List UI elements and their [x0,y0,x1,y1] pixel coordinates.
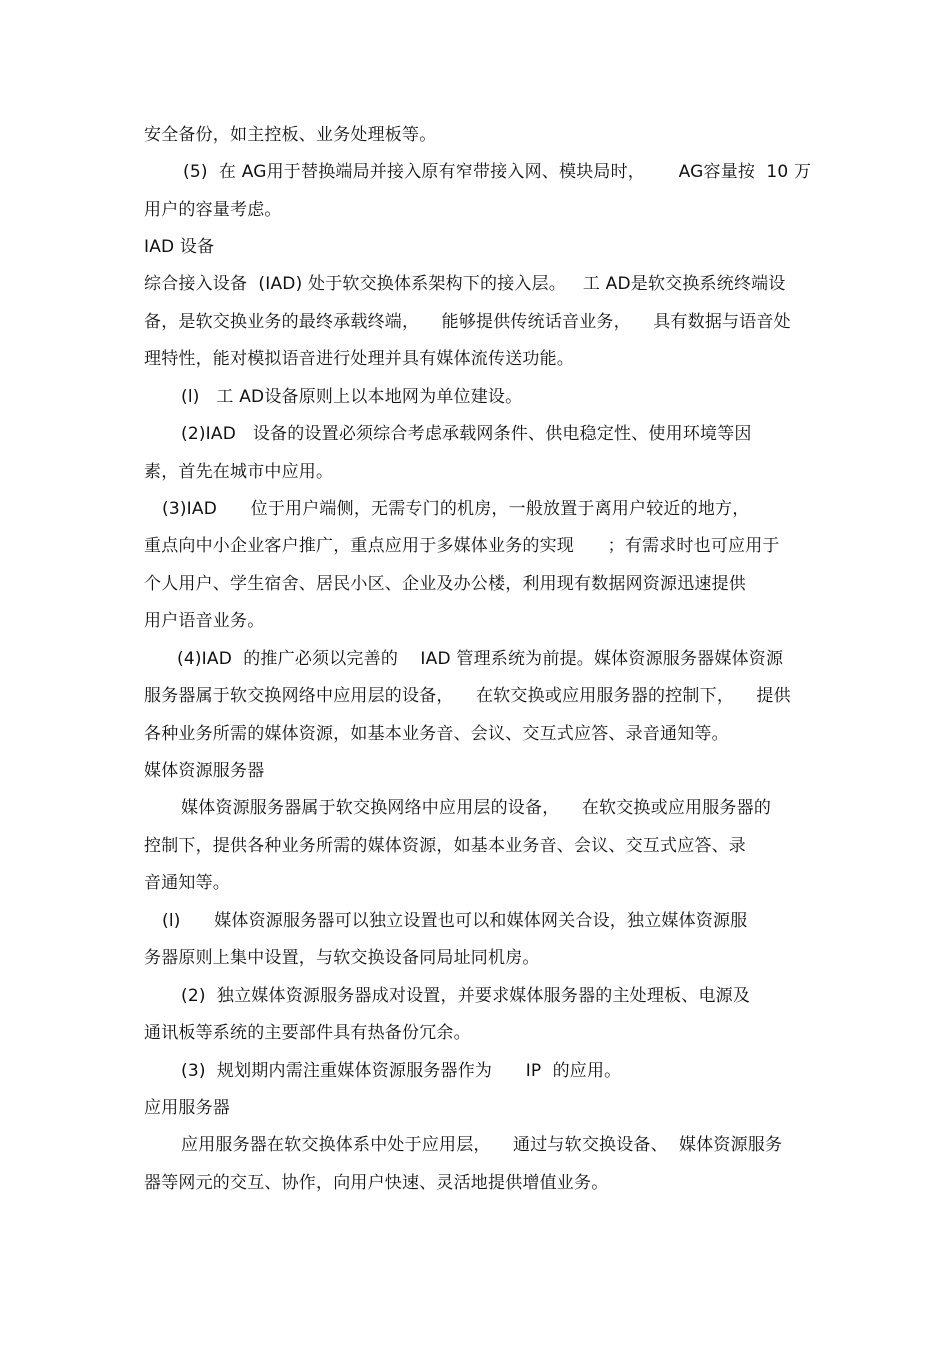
text-line: (l) 工 AD设备原则上以本地网为单位建设。 [181,387,523,407]
text-line: 务器原则上集中设置，与软交换设备同局址同机房。 [144,948,540,968]
text-line: (2)IAD 设备的设置必须综合考虑承载网条件、供电稳定性、使用环境等因 [181,424,752,444]
text-line: 重点向中小企业客户推广，重点应用于多媒体业务的实现 ；有需求时也可应用于 [144,536,780,556]
text-line: (2) 独立媒体资源服务器成对设置，并要求媒体服务器的主处理板、电源及 [181,986,751,1006]
text-line: 音通知等。 [144,873,230,893]
text-line: 安全备份，如主控板、业务处理板等。 [144,125,437,145]
text-line: (5) 在 AG用于替换端局并接入原有窄带接入网、模块局时， AG容量按 10 万 [183,162,812,182]
section-heading: 媒体资源服务器 [144,761,265,781]
text-line: 素，首先在城市中应用。 [144,462,334,482]
section-heading: 应用服务器 [144,1098,230,1118]
text-line: 用户的容量考虑。 [144,200,282,220]
text-line: 应用服务器在软交换体系中处于应用层， 通过与软交换设备、 媒体资源服务 [181,1135,783,1155]
text-line: 通讯板等系统的主要部件具有热备份冗余。 [144,1023,471,1043]
text-line: 备，是软交换业务的最终承载终端， 能够提供传统话音业务， 具有数据与语音处 [144,312,791,332]
text-line: 用户语音业务。 [144,611,265,631]
text-line: 各种业务所需的媒体资源，如基本业务音、会议、交互式应答、录音通知等。 [144,724,729,744]
text-line: (3)IAD 位于用户端侧，无需专门的机房，一般放置于离用户较近的地方， [162,499,750,519]
text-line: (l) 媒体资源服务器可以独立设置也可以和媒体网关合设，独立媒体资源服 [162,911,748,931]
text-line: 服务器属于软交换网络中应用层的设备， 在软交换或应用服务器的控制下， 提供 [144,686,791,706]
text-line: 综合接入设备 (IAD) 处于软交换体系架构下的接入层。 工 AD是软交换系统终端设 [144,274,786,294]
section-heading: IAD 设备 [144,237,215,257]
text-line: 个人用户、学生宿舍、居民小区、企业及办公楼，利用现有数据网资源迅速提供 [144,574,746,594]
text-line: 器等网元的交互、协作，向用户快速、灵活地提供增值业务。 [144,1173,609,1193]
text-line: 控制下，提供各种业务所需的媒体资源，如基本业务音、会议、交互式应答、录 [144,836,746,856]
text-line: 理特性，能对模拟语音进行处理并具有媒体流传送功能。 [144,349,574,369]
text-line: (3) 规划期内需注重媒体资源服务器作为 IP 的应用。 [181,1061,622,1081]
text-line: (4)IAD 的推广必须以完善的 IAD 管理系统为前提。媒体资源服务器媒体资源 [177,649,784,669]
text-line: 媒体资源服务器属于软交换网络中应用层的设备， 在软交换或应用服务器的 [181,798,772,818]
